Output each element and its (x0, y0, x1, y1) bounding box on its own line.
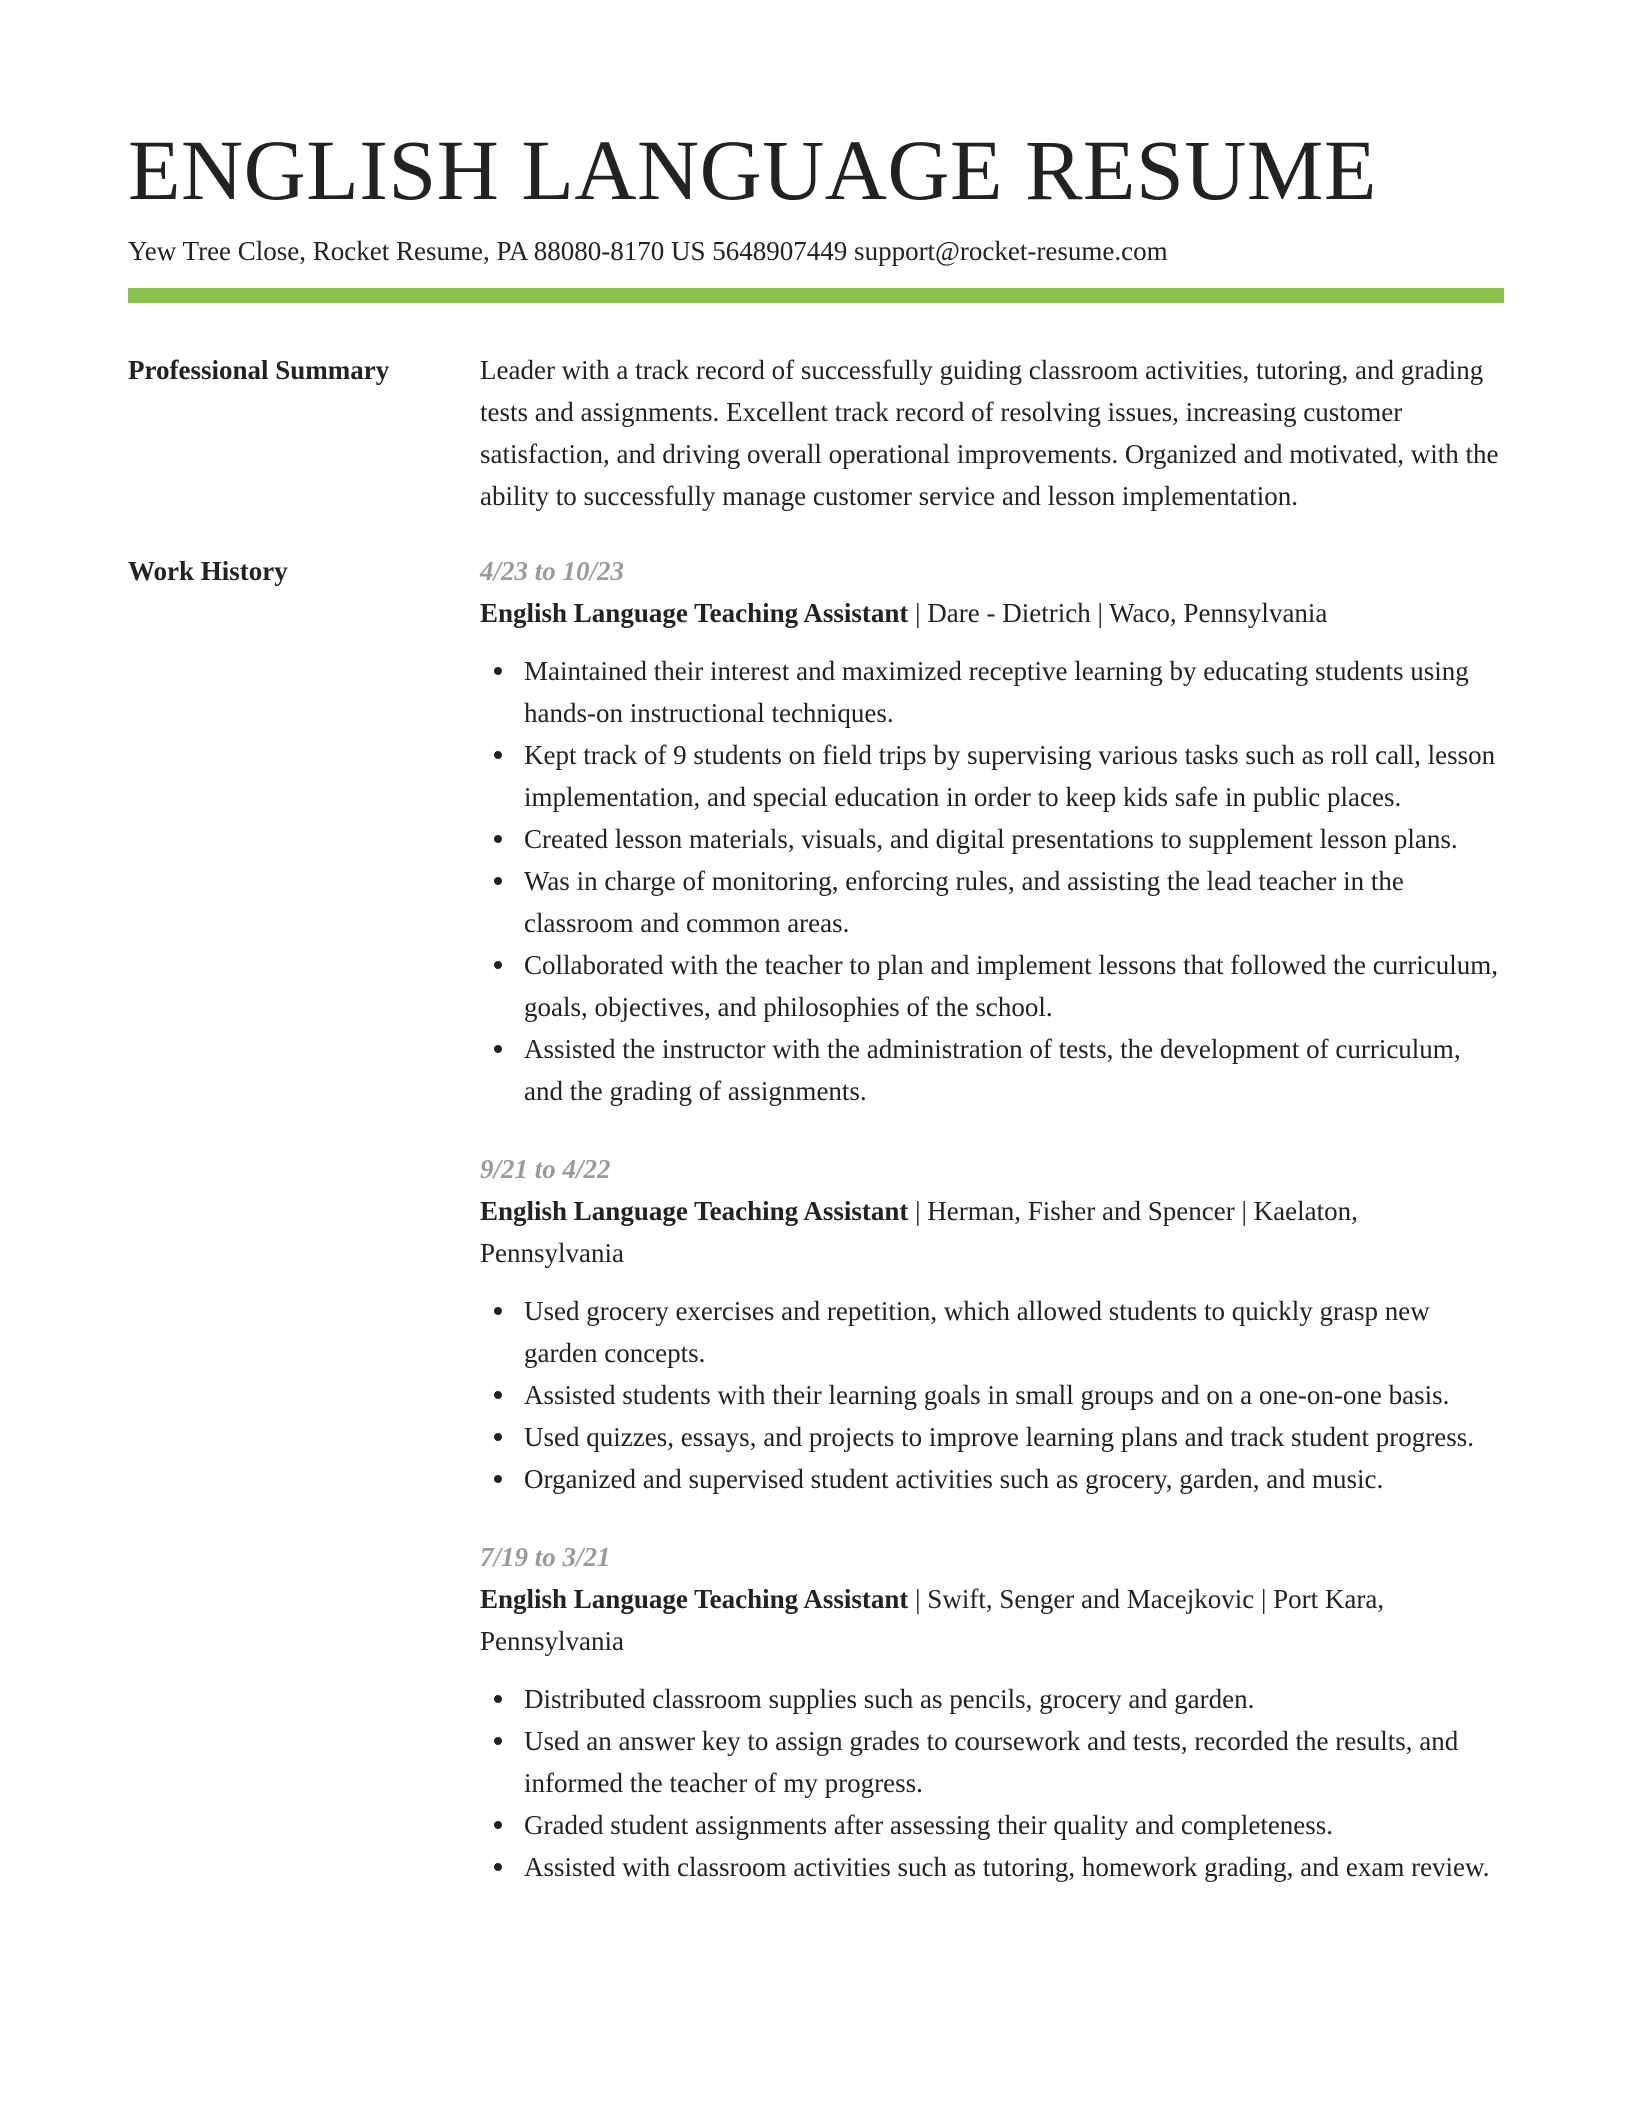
work-history-body (480, 550, 1504, 1924)
job-details: | Swift, Senger and Macejkovic | Port Kara, Pennsylvania (480, 1584, 1385, 1656)
job-bullet: Graded student assignments after assessing their quality and completeness. (524, 1804, 1504, 1846)
job-bullet-list (480, 650, 1504, 1112)
job-title: English Language Teaching Assistant (480, 1584, 909, 1614)
resume-page (128, 0, 1504, 1924)
job-dates: 7/19 to 3/21 (480, 1542, 611, 1572)
job-bullet: Maintained their interest and maximized receptive learning by educating students using hands-on instructional techniques. (524, 650, 1504, 734)
job-heading (480, 592, 1504, 634)
job-entry (480, 1148, 1504, 1500)
job-heading (480, 1190, 1504, 1274)
job-title: English Language Teaching Assistant (480, 1196, 909, 1226)
job-dates: 4/23 to 10/23 (480, 556, 625, 586)
job-entry (480, 550, 1504, 1112)
job-bullet: Used grocery exercises and repetition, which allowed students to quickly grasp new garden concepts. (524, 1290, 1504, 1374)
professional-summary-section (128, 349, 1504, 517)
job-bullet: Was in charge of monitoring, enforcing rules, and assisting the lead teacher in the classroom and common areas. (524, 860, 1504, 944)
job-bullet: Assisted with classroom activities such as tutoring, homework grading, and exam review. (524, 1846, 1504, 1888)
summary-text: Leader with a track record of successfully guiding classroom activities, tutoring, and grading tests and assignments. Excellent track record of resolving issues, increasing customer satisfaction, and driving overall operational improvements. Organized and motivated, with the ability to successfully manage customer service and lesson implementation. (480, 355, 1499, 511)
resume-title: ENGLISH LANGUAGE RESUME (128, 122, 1377, 218)
header-divider (128, 288, 1504, 303)
job-bullet: Organized and supervised student activities such as grocery, garden, and music. (524, 1458, 1504, 1500)
contact-info: Yew Tree Close, Rocket Resume, PA 88080-8170 US 5648907449 support@rocket-resume.com (128, 236, 1168, 266)
section-label-work-history: Work History (128, 556, 288, 586)
job-bullet: Kept track of 9 students on field trips by supervising various tasks such as roll call, lesson implementation, and special education in order to keep kids safe in public places. (524, 734, 1504, 818)
job-dates: 9/21 to 4/22 (480, 1154, 611, 1184)
summary-body (480, 349, 1504, 517)
job-bullet: Assisted students with their learning goals in small groups and on a one-on-one basis. (524, 1374, 1504, 1416)
work-history-section (128, 550, 1504, 1924)
job-bullet: Collaborated with the teacher to plan and implement lessons that followed the curriculum, goals, objectives, and philosophies of the school. (524, 944, 1504, 1028)
job-bullet: Distributed classroom supplies such as pencils, grocery and garden. (524, 1678, 1504, 1720)
job-title: English Language Teaching Assistant (480, 598, 909, 628)
job-bullet: Used quizzes, essays, and projects to improve learning plans and track student progress. (524, 1416, 1504, 1458)
job-heading (480, 1578, 1504, 1662)
job-bullet-list (480, 1290, 1504, 1500)
job-bullet-list (480, 1678, 1504, 1888)
job-entry (480, 1536, 1504, 1888)
job-bullet: Assisted the instructor with the administration of tests, the development of curriculum, and the grading of assignments. (524, 1028, 1504, 1112)
job-bullet: Created lesson materials, visuals, and digital presentations to supplement lesson plans. (524, 818, 1504, 860)
job-details: | Dare - Dietrich | Waco, Pennsylvania (908, 598, 1328, 628)
job-details: | Herman, Fisher and Spencer | Kaelaton, Pennsylvania (480, 1196, 1358, 1268)
job-bullet: Used an answer key to assign grades to coursework and tests, recorded the results, and informed the teacher of my progress. (524, 1720, 1504, 1804)
section-label-summary: Professional Summary (128, 355, 390, 385)
